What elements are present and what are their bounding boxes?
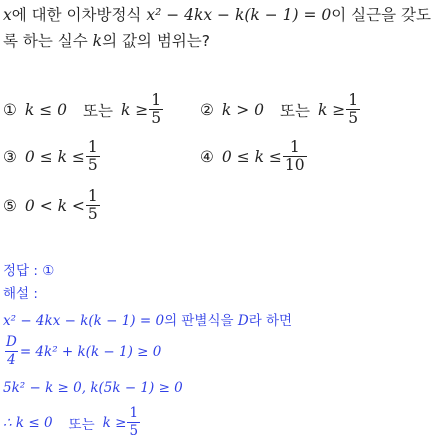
fraction-denominator: 10: [284, 156, 305, 174]
choice-3[interactable]: [3, 139, 101, 174]
question-line-1: [3, 4, 431, 26]
fraction-denominator: 5: [87, 205, 98, 223]
fraction-numerator: 1: [348, 91, 359, 109]
solution-line-3: [3, 380, 183, 396]
choice-number: ①: [3, 100, 17, 119]
question-text-1b: 이 실근을 갖도: [331, 6, 431, 24]
choice-conjunction: 또는: [280, 101, 310, 120]
fraction: [86, 188, 100, 223]
choice-1[interactable]: [3, 92, 164, 127]
choice-number: ②: [200, 100, 214, 119]
conclusion-left: ∴ k ≤ 0: [3, 414, 53, 431]
solution-text-1a: 의 판별식을: [164, 313, 238, 329]
choice-4[interactable]: [200, 139, 308, 174]
explanation-label: 해설 :: [3, 286, 38, 302]
fraction: [283, 139, 307, 174]
fraction-denominator: 4: [7, 352, 16, 368]
solution-expr: = 4k² + k(k − 1) ≥ 0: [19, 343, 162, 360]
solution-expr: 5k² − k ≥ 0, k(5k − 1) ≥ 0: [3, 380, 183, 396]
question-line-2: [3, 30, 210, 52]
variable-x: x: [3, 6, 12, 24]
fraction: [127, 405, 140, 440]
fraction-numerator: 1: [289, 138, 300, 156]
choice-2[interactable]: [200, 92, 361, 127]
fraction-denominator: 5: [348, 109, 359, 127]
choice-conjunction: 또는: [83, 101, 113, 120]
choice-5[interactable]: [3, 188, 101, 223]
choice-number: ③: [3, 147, 17, 166]
discriminant-symbol: D: [237, 313, 249, 329]
choice-expr-left: 0 ≤ k ≤: [221, 147, 282, 166]
fraction-numerator: 1: [87, 138, 98, 156]
fraction: [4, 334, 19, 369]
choice-number: ⑤: [3, 196, 17, 215]
fraction: [346, 92, 360, 127]
choice-number: ④: [200, 147, 214, 166]
solution-line-2: [3, 334, 161, 369]
answer-label: 정답 : ①: [3, 263, 55, 279]
fraction: [86, 139, 100, 174]
variable-k: k: [92, 32, 103, 50]
choice-expr-left: k > 0: [221, 100, 265, 119]
question-text-1a: 에 대한 이차방정식: [11, 6, 147, 24]
solution-line-4: [3, 405, 141, 440]
choice-expr-left: 0 < k <: [24, 196, 85, 215]
fraction-numerator: 1: [87, 187, 98, 205]
choice-expr-left: 0 ≤ k ≤: [24, 147, 85, 166]
conclusion-conjunction: 또는: [68, 416, 95, 433]
solution-line-1: [3, 309, 292, 329]
fraction-denominator: 5: [87, 156, 98, 174]
conclusion-right: k ≥: [102, 414, 127, 431]
fraction-numerator: 1: [151, 91, 162, 109]
solution-text-1b: 라 하면: [248, 313, 293, 329]
question-text-2a: 록 하는 실수: [3, 32, 93, 50]
question-equation: x² − 4kx − k(k − 1) = 0: [146, 6, 332, 24]
fraction-numerator: D: [6, 334, 17, 350]
question-text-2b: 의 값의 범위는?: [102, 32, 210, 50]
fraction-denominator: 5: [129, 423, 139, 439]
choice-expr-left: k ≤ 0: [24, 100, 68, 119]
solution-equation: x² − 4kx − k(k − 1) = 0: [3, 313, 165, 329]
fraction-numerator: 1: [129, 405, 139, 421]
fraction-denominator: 5: [151, 109, 162, 127]
fraction: [149, 92, 163, 127]
choice-expr-right: k ≥: [120, 100, 149, 119]
choice-expr-right: k ≥: [317, 100, 346, 119]
